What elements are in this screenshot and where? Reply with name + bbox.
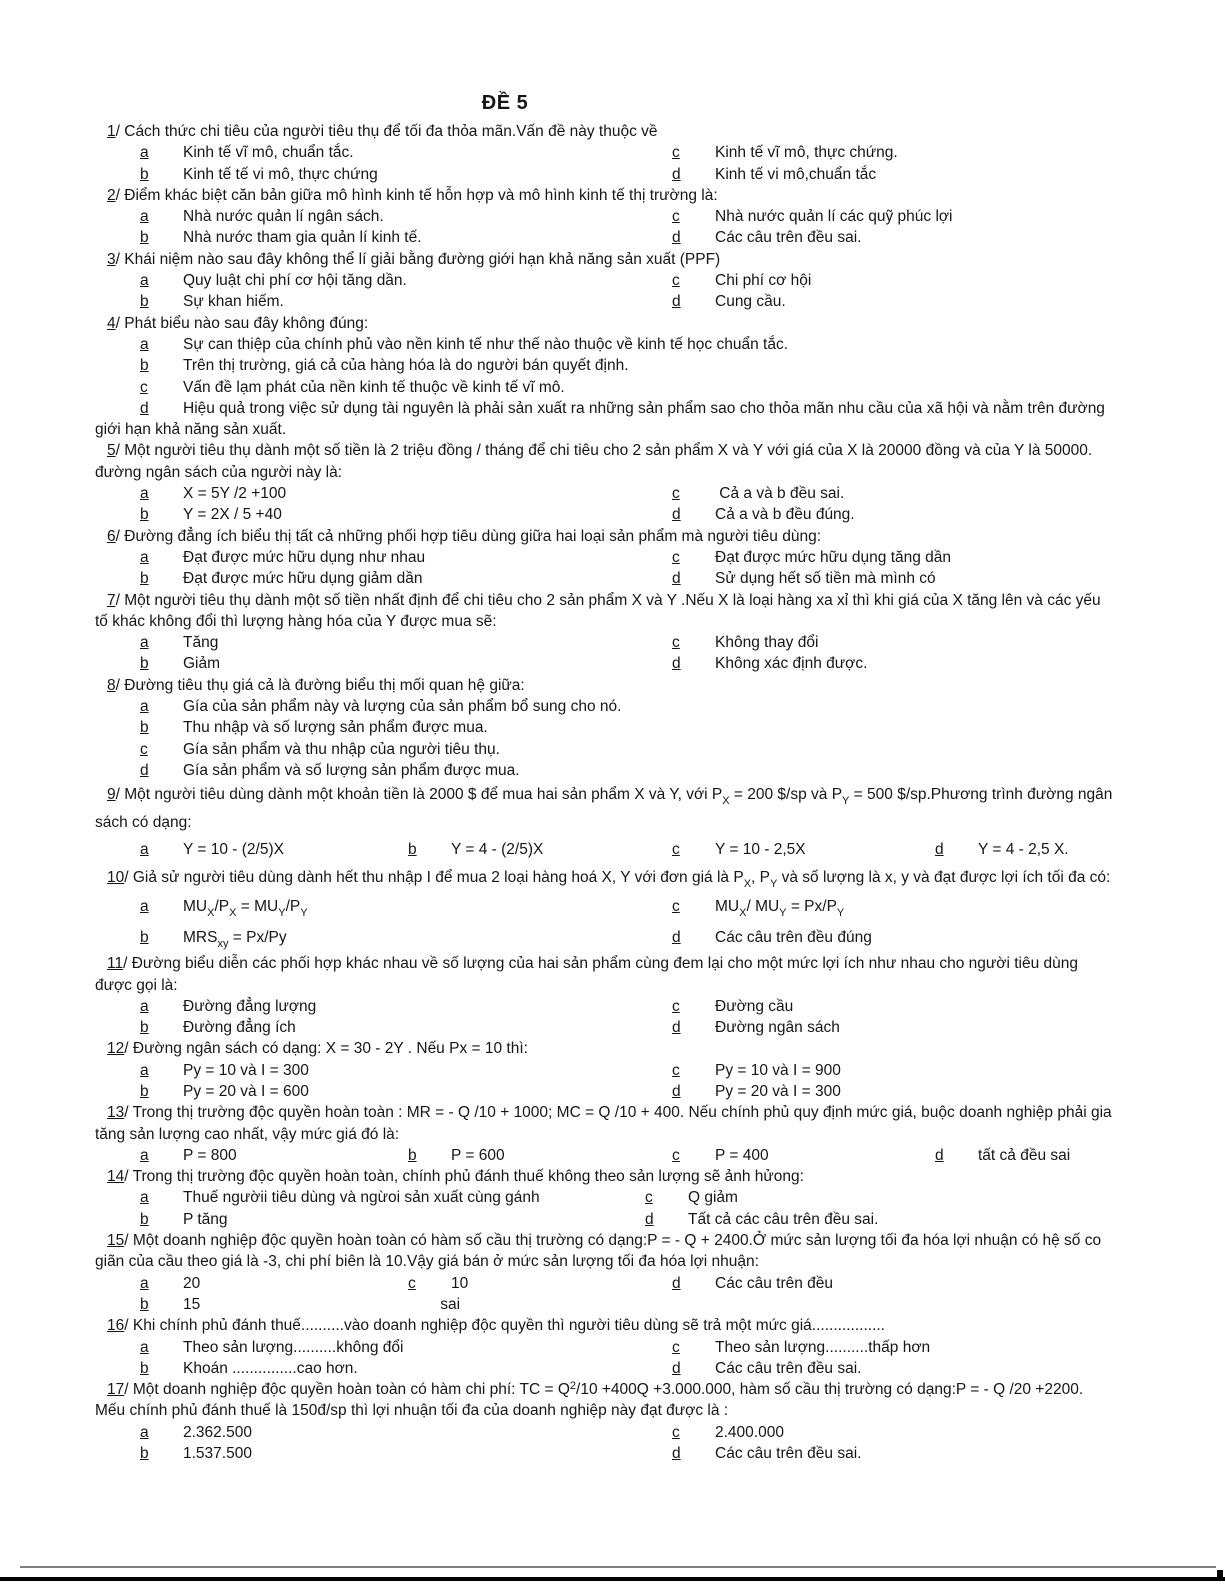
answer-option	[408, 836, 672, 864]
question-text: 7/ Một người tiêu thụ dành một số tiền nhất định để chi tiêu cho 2 sản phẩm X và Y .Nếu X là loại hàng xa xỉ thì khi giá của X tăng lên và các yếu tố khác không đổi thì lượng hàng hóa của Y được mua sẽ:	[95, 591, 1101, 630]
option-letter: d	[672, 1082, 681, 1100]
option-letter: b	[140, 1210, 149, 1228]
options-row	[140, 1209, 1117, 1230]
answer-option	[140, 1337, 672, 1358]
question-block	[95, 1038, 1117, 1102]
option-text: Py = 20 và I = 300	[715, 1082, 841, 1100]
answer-option	[140, 291, 672, 312]
answer-option	[140, 504, 672, 525]
options-row	[140, 632, 1117, 653]
answer-option	[140, 164, 672, 185]
question-text: 15/ Một doanh nghiệp độc quyền hoàn toàn có hàm số cầu thị trường có dạng:P = - Q + 2400.Ở mức sản lượng tối đa hóa lợi nhuận có hệ số co giãn của cầu theo giá là -3, chi phí biên là 10.Vậy giá bán ở mức sản lượng tối đa hóa lợi nhuận:	[95, 1232, 1102, 1271]
question-text: 2/ Điểm khác biệt căn bản giữa mô hình kinh tế hỗn hợp và mô hình kinh tế thị trường là:	[107, 186, 718, 204]
answer-option	[672, 1337, 1117, 1358]
options-row	[140, 270, 1117, 291]
option-letter: d	[672, 506, 681, 524]
answer-option	[140, 1081, 672, 1102]
option-text-continued: sai	[440, 1295, 461, 1313]
question-block	[95, 185, 1117, 249]
option-text: Các câu trên đều sai.	[715, 1359, 862, 1377]
option-letter: c	[672, 1423, 680, 1441]
options-row	[140, 836, 1117, 864]
option-letter: a	[140, 1274, 149, 1292]
option-letter: a	[140, 1423, 149, 1441]
option-letter: c	[672, 1338, 680, 1356]
question-text: 3/ Khái niệm nào sau đây không thể lí giải bằng đường giới hạn khả năng sản xuất (PPF)	[107, 250, 721, 268]
option-text: Sự khan hiếm.	[183, 293, 284, 311]
option-letter: a	[140, 548, 149, 566]
option-text: Đường đẳng lượng	[183, 997, 317, 1015]
option-text: Đường cầu	[715, 997, 794, 1015]
question-text: 14/ Trong thị trường độc quyền hoàn toàn, chính phủ đánh thuế không theo sản lượng sẽ ảnh hửong:	[107, 1168, 804, 1186]
question-text: 1/ Cách thức chi tiêu của người tiêu thụ để tối đa thỏa mãn.Vấn đề này thuộc về	[107, 123, 658, 140]
footer-divider-black	[0, 1577, 1225, 1581]
option-letter: b	[140, 1295, 149, 1313]
answer-option	[672, 996, 1117, 1017]
options-row	[140, 1017, 1117, 1038]
question-text: 16/ Khi chính phủ đánh thuế..........vào doanh nghiệp độc quyền thì người tiêu dùng sẽ trả một mức giá.................	[107, 1317, 885, 1335]
option-text: Kinh tế vĩ mô, thực chứng.	[715, 144, 898, 162]
answer-option	[140, 632, 672, 653]
option-letter: c	[672, 485, 680, 503]
answer-option	[935, 1145, 1117, 1166]
option-letter: d	[672, 929, 681, 947]
answer-option	[140, 206, 672, 227]
question-block	[95, 1379, 1117, 1464]
answer-option	[672, 891, 1117, 922]
option-text: Cả a và b đều đúng.	[715, 506, 855, 524]
option-text: Không thay đổi	[715, 634, 819, 652]
answer-option	[140, 1273, 408, 1294]
option-letter: a	[140, 698, 149, 716]
option-text: P = 400	[715, 1146, 769, 1164]
answer-option	[140, 568, 672, 589]
answer-option	[672, 270, 1117, 291]
option-letter: d	[672, 165, 681, 183]
options-row	[140, 1060, 1117, 1081]
page-title: ĐỀ 5	[481, 92, 529, 114]
answer-option	[140, 653, 672, 674]
answer-option	[672, 1273, 1117, 1294]
question-block	[95, 864, 1117, 954]
options-row	[140, 1273, 1117, 1294]
answer-option	[140, 547, 672, 568]
options-row	[140, 1081, 1117, 1102]
option-text: 2.400.000	[715, 1423, 784, 1441]
option-letter: c	[672, 208, 680, 226]
question-text: 13/ Trong thị trường độc quyền hoàn toàn : MR = - Q /10 + 1000; MC = Q /10 + 400. Nếu chính phủ quy định mức giá, buộc doanh nghiệp phải gia tăng sản lượng cao nhất, vậy mức giá đó là:	[95, 1104, 1112, 1143]
options-row	[140, 1145, 1117, 1166]
option-text: Nhà nước tham gia quản lí kinh tế.	[183, 229, 422, 247]
option-text: Giảm	[183, 655, 221, 673]
option-letter: a	[140, 1338, 149, 1356]
option-letter: d	[672, 229, 681, 247]
question-text: 12/ Đường ngân sách có dạng: X = 30 - 2Y . Nếu Px = 10 thì:	[107, 1040, 528, 1058]
option-text: Cả a và b đều sai.	[715, 485, 845, 503]
answer-option	[140, 1358, 672, 1379]
options-row	[140, 891, 1117, 922]
question-text: 9/ Một người tiêu dùng dành một khoản tiền là 2000 $ để mua hai sản phẩm X và Y, với $P_X = 200$ $/sp và $P_Y = 500$ $/sp.Phương trình đường ngân sách có dạng:	[95, 786, 1113, 831]
question-text: 6/ Đường đẳng ích biểu thị tất cả những phối hợp tiêu dùng giữa hai loại sản phẩm mà người tiêu dùng:	[107, 527, 821, 545]
option-text: Sự can thiệp của chính phủ vào nền kinh tế như thế nào thuộc về kinh tế học chuẩn tắc.	[183, 335, 788, 353]
option-letter: d	[645, 1210, 654, 1228]
answer-option	[408, 1273, 672, 1294]
option-text: Gía sản phẩm và thu nhập của người tiêu thụ.	[183, 740, 500, 758]
answer-option	[672, 1060, 1117, 1081]
option-letter: b	[140, 229, 149, 247]
option-letter: b	[140, 1019, 149, 1037]
options-row	[140, 922, 1117, 953]
option-letter: d	[672, 1274, 681, 1292]
answer-option	[140, 1187, 645, 1208]
answer-option	[140, 483, 672, 504]
answer-option	[140, 1422, 672, 1443]
option-text: $MRS_{xy} = Px/Py$	[183, 929, 287, 951]
options-row	[140, 1187, 1117, 1208]
answer-option	[672, 547, 1117, 568]
option-letter: b	[140, 719, 149, 737]
question-number: 16/	[107, 1317, 129, 1335]
option-text: tất cả đều sai	[978, 1146, 1071, 1164]
option-letter: a	[140, 272, 149, 290]
option-text: Nhà nước quản lí các quỹ phúc lợi	[715, 208, 953, 226]
answer-option	[672, 504, 1117, 525]
option-letter: b	[140, 655, 149, 673]
answer-option	[672, 1358, 1117, 1379]
option-letter: d	[140, 761, 149, 779]
option-letter: d	[672, 1359, 681, 1377]
option-text: Không xác định được.	[715, 655, 868, 673]
option-letter: c	[140, 378, 148, 396]
option-text: Q giảm	[688, 1189, 738, 1207]
option-text: Khoán ...............cao hơn.	[183, 1359, 358, 1377]
answer-option	[95, 760, 1117, 781]
question-text: 11/ Đường biểu diễn các phối hợp khác nhau về số lượng của hai sản phẩm cùng đem lại cho một mức lợi ích như nhau cho người tiêu dùng được gọi là:	[95, 955, 1078, 994]
answer-option	[408, 1145, 672, 1166]
option-letter: d	[935, 1146, 944, 1164]
answer-option	[935, 836, 1117, 864]
question-block	[95, 121, 1117, 185]
option-letter: d	[935, 841, 944, 859]
question-number: 11/	[107, 955, 128, 973]
option-letter: b	[140, 293, 149, 311]
question-block	[95, 675, 1117, 781]
option-letter: a	[140, 208, 149, 226]
option-text: 1.537.500	[183, 1445, 252, 1463]
footer-divider-tick	[1217, 1570, 1223, 1581]
option-letter: b	[408, 841, 417, 859]
option-letter: a	[140, 1146, 149, 1164]
option-text: 15	[183, 1295, 201, 1313]
options-row	[140, 996, 1117, 1017]
option-text: Đường đẳng ích	[183, 1019, 296, 1037]
option-letter: c	[672, 898, 680, 916]
option-text: Đạt được mức hữu dụng tăng dần	[715, 548, 952, 566]
option-text: Trên thị trường, giá cả của hàng hóa là do người bán quyết định.	[183, 357, 629, 375]
answer-option	[140, 1443, 672, 1464]
answer-option	[140, 1017, 672, 1038]
option-text: 20	[183, 1274, 201, 1292]
answer-option	[140, 1209, 645, 1230]
question-number: 13/	[107, 1104, 129, 1122]
option-letter: c	[672, 634, 680, 652]
option-text: Y = 2X / 5 +40	[183, 506, 282, 524]
option-text: Các câu trên đều đúng	[715, 929, 872, 947]
option-letter: d	[672, 655, 681, 673]
question-block	[95, 1315, 1117, 1379]
footer-divider-gray	[20, 1566, 1216, 1568]
question-number: 10/	[107, 868, 129, 886]
option-letter: a	[140, 1189, 149, 1207]
option-text: Quy luật chi phí cơ hội tăng dần.	[183, 272, 407, 290]
answer-option	[140, 270, 672, 291]
question-block	[95, 526, 1117, 590]
document-page	[0, 90, 1225, 1464]
answer-option	[140, 1294, 200, 1315]
question-block	[95, 313, 1117, 441]
option-letter: b	[140, 165, 149, 183]
options-row	[140, 653, 1117, 674]
options-row	[140, 142, 1117, 163]
option-text: X = 5Y /2 +100	[183, 485, 287, 503]
options-row	[140, 504, 1117, 525]
question-block	[95, 1230, 1117, 1315]
answer-option	[672, 291, 1117, 312]
option-text: Py = 10 và I = 300	[183, 1061, 309, 1079]
option-letter: b	[140, 570, 149, 588]
question-number: 3/	[107, 250, 120, 268]
option-text: Đạt được mức hữu dụng giảm dần	[183, 570, 423, 588]
answer-option	[95, 398, 1117, 441]
question-number: 4/	[107, 314, 120, 332]
option-letter: a	[140, 144, 149, 162]
option-text: Y = 4 - (2/5)X	[451, 841, 544, 859]
option-text: Gía của sản phẩm này và lượng của sản phẩm bổ sung cho nó.	[183, 698, 622, 716]
answer-option	[672, 164, 1117, 185]
option-text: Đạt được mức hữu dụng như nhau	[183, 548, 426, 566]
option-letter: a	[140, 335, 149, 353]
question-text: 17/ Một doanh nghiệp độc quyền hoàn toàn có hàm chi phí: TC = $Q^2/10 +400Q +3.000.000$, hàm số cầu thị trường có dạng:P = - Q /20 +2200. Mếu chính phủ đánh thuế là 150đ/sp thì lợi nhuận tối đa của doanh nghiệp này đạt được là :	[95, 1380, 1084, 1420]
answer-option	[672, 1145, 935, 1166]
question-block	[95, 781, 1117, 864]
option-text: $MU_X/$ $MU_Y = Px/P_Y$	[715, 898, 845, 920]
question-text: 10/ Giả sử người tiêu dùng dành hết thu nhập I để mua 2 loại hàng hoá X, Y với đơn giá là $P_X$, $P_Y$ và số lượng là x, y và đạt được lợi ích tối đa có:	[107, 868, 1111, 890]
answer-option	[95, 739, 1117, 760]
option-letter: c	[645, 1189, 653, 1207]
option-text: Vấn đề lạm phát của nền kinh tế thuộc về kinh tế vĩ mô.	[183, 378, 565, 396]
question-number: 2/	[107, 186, 120, 204]
option-text: Kinh tế vi mô,chuẩn tắc	[715, 165, 877, 183]
answer-option	[645, 1187, 1117, 1208]
question-block	[95, 249, 1117, 313]
question-block	[95, 590, 1117, 675]
question-number: 1/	[107, 123, 120, 140]
answer-option	[140, 227, 672, 248]
option-text: Nhà nước quản lí ngân sách.	[183, 208, 384, 226]
options-row	[140, 227, 1117, 248]
option-letter: b	[140, 1359, 149, 1377]
option-text: Các câu trên đều sai.	[715, 1445, 862, 1463]
answer-option	[672, 1017, 1117, 1038]
option-text: Kinh tế vĩ mô, chuẩn tắc.	[183, 144, 354, 162]
option-letter: b	[140, 1082, 149, 1100]
options-row	[140, 1294, 1117, 1315]
options-row	[140, 483, 1117, 504]
option-text: Cung cầu.	[715, 293, 786, 311]
option-text: Thu nhập và số lượng sản phẩm được mua.	[183, 719, 488, 737]
option-letter: c	[408, 1274, 416, 1292]
option-letter: c	[672, 272, 680, 290]
option-letter: d	[672, 570, 681, 588]
answer-option	[140, 922, 672, 953]
options-row	[140, 1422, 1117, 1443]
option-text: P = 600	[451, 1146, 505, 1164]
option-text: Hiệu quả trong việc sử dụng tài nguyên là phải sản xuất ra những sản phẩm sao cho thỏa mãn nhu cầu của xã hội và nằm trên đường giới hạn khả năng sản xuất.	[95, 399, 1105, 439]
option-letter: c	[672, 841, 680, 859]
option-letter: c	[672, 997, 680, 1015]
question-block	[95, 440, 1117, 525]
question-text: 8/ Đường tiêu thụ giá cả là đường biểu thị mối quan hệ giữa:	[107, 676, 525, 694]
answer-option	[672, 568, 1117, 589]
option-letter: b	[408, 1146, 417, 1164]
question-list	[95, 121, 1117, 1464]
answer-option	[140, 836, 408, 864]
options-row	[140, 164, 1117, 185]
option-letter: a	[140, 485, 149, 503]
option-text: Chi phí cơ hội	[715, 272, 812, 290]
question-number: 15/	[107, 1232, 129, 1250]
option-letter: c	[672, 144, 680, 162]
question-number: 7/	[107, 591, 120, 609]
option-text: Y = 4 - 2,5 X.	[978, 841, 1069, 859]
question-number: 6/	[107, 527, 120, 545]
answer-option	[672, 653, 1117, 674]
question-block	[95, 1102, 1117, 1166]
answer-option	[140, 142, 672, 163]
option-letter: a	[140, 1061, 149, 1079]
answer-option	[672, 836, 935, 864]
option-text: Tăng	[183, 634, 219, 652]
options-row	[140, 1443, 1117, 1464]
answer-option	[95, 355, 1117, 376]
answer-option	[95, 696, 1117, 717]
option-letter: c	[140, 740, 148, 758]
option-letter: c	[672, 1061, 680, 1079]
option-text: Py = 20 và I = 600	[183, 1082, 309, 1100]
question-number: 8/	[107, 676, 120, 694]
answer-option	[645, 1209, 1117, 1230]
answer-option	[95, 377, 1117, 398]
question-number: 17/	[107, 1381, 129, 1399]
option-text: 2.362.500	[183, 1423, 252, 1441]
option-text: Kinh tế tế vi mô, thực chứng	[183, 165, 378, 183]
answer-option	[672, 1422, 1117, 1443]
option-text: Y = 10 - 2,5X	[715, 841, 806, 859]
option-letter: c	[672, 548, 680, 566]
options-row	[140, 291, 1117, 312]
option-text: Theo sản lượng..........không đổi	[183, 1338, 404, 1356]
option-text: $MU_X/P_X = MU_Y/P_Y$	[183, 898, 308, 920]
answer-option	[95, 334, 1117, 355]
option-text: Các câu trên đều sai.	[715, 229, 862, 247]
option-letter: d	[672, 293, 681, 311]
option-letter: b	[140, 357, 149, 375]
option-text: Y = 10 - (2/5)X	[183, 841, 284, 859]
answer-option	[672, 1443, 1117, 1464]
answer-option	[140, 996, 672, 1017]
option-letter: c	[672, 1146, 680, 1164]
option-text: Đường ngân sách	[715, 1019, 840, 1037]
question-text: 5/ Một người tiêu thụ dành một số tiền là 2 triệu đồng / tháng để chi tiêu cho 2 sản phẩm X và Y với giá của X là 20000 đồng và của Y là 50000. đường ngân sách của người này là:	[95, 442, 1093, 481]
options-row	[140, 568, 1117, 589]
option-text: Sử dụng hết số tiền mà mình có	[715, 570, 936, 588]
option-text: Py = 10 và I = 900	[715, 1061, 841, 1079]
answer-option	[672, 632, 1117, 653]
answer-option	[140, 1145, 408, 1166]
question-number: 5/	[107, 442, 120, 460]
option-text: Theo sản lượng..........thấp hơn	[715, 1338, 931, 1356]
answer-option	[140, 891, 672, 922]
option-letter: b	[140, 929, 149, 947]
answer-option	[672, 227, 1117, 248]
option-letter: b	[140, 1445, 149, 1463]
options-row	[140, 206, 1117, 227]
answer-option	[95, 717, 1117, 738]
option-letter: a	[140, 841, 149, 859]
question-text: 4/ Phát biểu nào sau đây không đúng:	[107, 314, 369, 332]
option-text: P = 800	[183, 1146, 237, 1164]
question-block	[95, 1166, 1117, 1230]
options-row	[140, 1358, 1117, 1379]
question-number: 14/	[107, 1168, 129, 1186]
question-number: 9/	[107, 786, 120, 804]
option-text: 10	[451, 1274, 469, 1292]
option-letter: a	[140, 634, 149, 652]
option-text: Tất cả các câu trên đều sai.	[688, 1210, 879, 1228]
answer-option	[672, 483, 1117, 504]
option-letter: d	[672, 1445, 681, 1463]
option-letter: a	[140, 898, 149, 916]
option-text: Gía sản phẩm và số lượng sản phẩm được mua.	[183, 761, 520, 779]
option-letter: d	[672, 1019, 681, 1037]
answer-option	[140, 1060, 672, 1081]
options-row	[140, 1337, 1117, 1358]
option-text: P tăng	[183, 1210, 228, 1228]
options-row	[140, 547, 1117, 568]
question-number: 12/	[107, 1040, 129, 1058]
option-letter: a	[140, 997, 149, 1015]
option-text: Các câu trên đều	[715, 1274, 834, 1292]
question-block	[95, 953, 1117, 1038]
option-letter: b	[140, 506, 149, 524]
option-letter: d	[140, 399, 149, 417]
answer-option	[672, 1081, 1117, 1102]
answer-option	[672, 142, 1117, 163]
option-text: Thuế ngườii tiêu dùng và ngừoi sản xuất cùng gánh	[183, 1189, 540, 1207]
answer-option	[672, 922, 1117, 953]
answer-option	[672, 206, 1117, 227]
